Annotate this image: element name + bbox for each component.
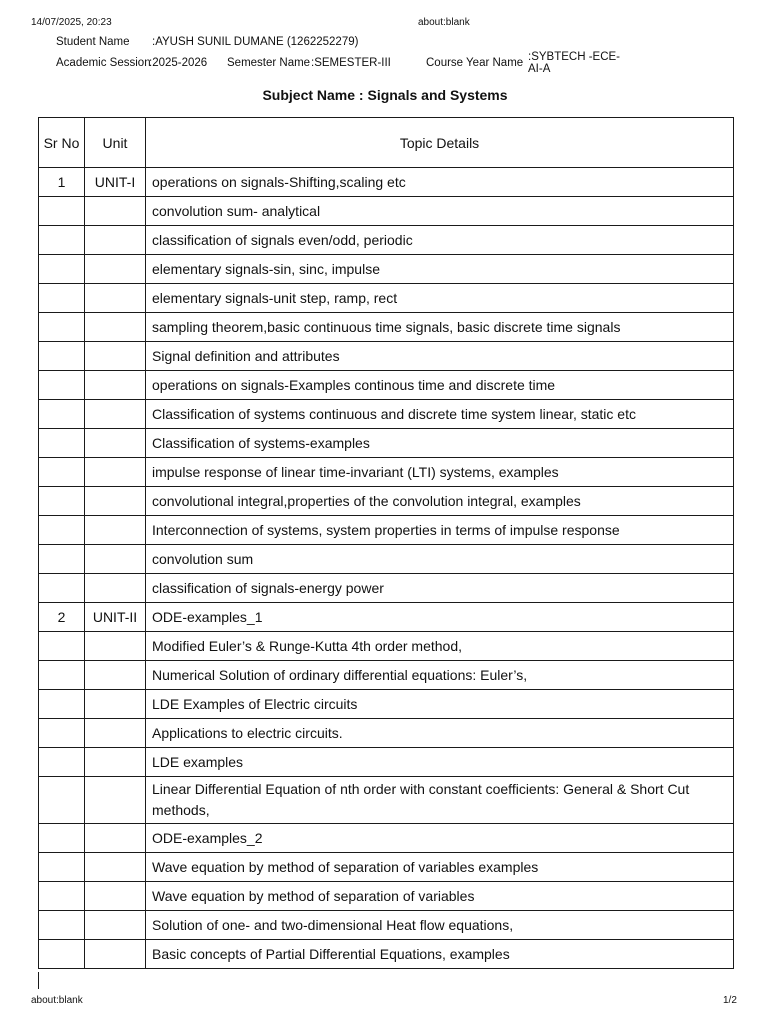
topic-cell: Wave equation by method of separation of variables	[146, 882, 734, 911]
topic-cell: convolution sum- analytical	[146, 197, 734, 226]
topic-cell: Classification of systems continuous and discrete time system linear, static etc	[146, 400, 734, 429]
topic-cell: LDE examples	[146, 748, 734, 777]
course-label: Course Year Name	[426, 57, 524, 69]
semester-value: :SEMESTER-III	[311, 57, 391, 69]
sr-cell	[39, 719, 85, 748]
sr-cell	[39, 574, 85, 603]
course-value: :SYBTECH -ECE-AI-A	[528, 51, 621, 75]
topic-cell: operations on signals-Shifting,scaling etc	[146, 168, 734, 197]
unit-cell	[85, 911, 146, 940]
topic-cell: Modified Euler’s & Runge-Kutta 4th order method,	[146, 632, 734, 661]
sr-cell	[39, 545, 85, 574]
table-row	[39, 574, 734, 603]
unit-cell	[85, 255, 146, 284]
topic-cell: elementary signals-sin, sinc, impulse	[146, 255, 734, 284]
topic-cell: LDE Examples of Electric circuits	[146, 690, 734, 719]
unit-cell	[85, 487, 146, 516]
table-row	[39, 748, 734, 777]
table-row	[39, 632, 734, 661]
sr-cell	[39, 748, 85, 777]
topic-cell: Wave equation by method of separation of variables examples	[146, 853, 734, 882]
sr-cell	[39, 313, 85, 342]
table-row	[39, 690, 734, 719]
student-name-row	[0, 36, 768, 52]
topic-cell: Applications to electric circuits.	[146, 719, 734, 748]
topics-table	[38, 117, 734, 969]
table-row	[39, 940, 734, 969]
unit-cell: UNIT-I	[85, 168, 146, 197]
topic-cell: classification of signals-energy power	[146, 574, 734, 603]
print-date: 14/07/2025, 20:23	[31, 17, 112, 28]
table-row	[39, 603, 734, 632]
sr-cell	[39, 284, 85, 313]
table-row	[39, 882, 734, 911]
topic-cell: Solution of one- and two-dimensional Heat flow equations,	[146, 911, 734, 940]
subject-title-text: Subject Name : Signals and Systems	[262, 87, 508, 103]
topic-cell: convolutional integral,properties of the convolution integral, examples	[146, 487, 734, 516]
topic-cell: Classification of systems-examples	[146, 429, 734, 458]
table-row	[39, 197, 734, 226]
unit-cell	[85, 429, 146, 458]
unit-cell	[85, 458, 146, 487]
table-row	[39, 255, 734, 284]
unit-cell	[85, 690, 146, 719]
print-url-footer: about:blank	[31, 995, 83, 1006]
unit-cell	[85, 777, 146, 824]
table-row	[39, 911, 734, 940]
unit-cell	[85, 545, 146, 574]
topic-cell: operations on signals-Examples continous time and discrete time	[146, 371, 734, 400]
table-row	[39, 313, 734, 342]
sr-cell	[39, 226, 85, 255]
unit-cell	[85, 882, 146, 911]
table-row	[39, 168, 734, 197]
table-row	[39, 342, 734, 371]
semester-label: Semester Name	[227, 57, 311, 69]
unit-cell	[85, 516, 146, 545]
topic-cell: impulse response of linear time-invariant (LTI) systems, examples	[146, 458, 734, 487]
sr-cell	[39, 911, 85, 940]
unit-cell	[85, 632, 146, 661]
topic-cell: Signal definition and attributes	[146, 342, 734, 371]
unit-cell	[85, 824, 146, 853]
subject-title	[0, 87, 768, 103]
session-value: :2025-2026	[149, 57, 208, 69]
sr-cell	[39, 487, 85, 516]
sr-no-header: Sr No	[39, 118, 85, 168]
student-name-label: Student Name	[56, 36, 130, 48]
unit-cell: UNIT-II	[85, 603, 146, 632]
topic-cell: ODE-examples_2	[146, 824, 734, 853]
unit-cell	[85, 940, 146, 969]
unit-cell	[85, 313, 146, 342]
topic-details-header: Topic Details	[146, 118, 734, 168]
table-row	[39, 824, 734, 853]
table-row	[39, 284, 734, 313]
table-row	[39, 516, 734, 545]
print-url-header: about:blank	[418, 17, 470, 28]
sr-cell	[39, 632, 85, 661]
topic-cell: Numerical Solution of ordinary differential equations: Euler’s,	[146, 661, 734, 690]
unit-cell	[85, 748, 146, 777]
topic-cell: sampling theorem,basic continuous time signals, basic discrete time signals	[146, 313, 734, 342]
session-row	[0, 57, 768, 73]
topic-cell: Interconnection of systems, system properties in terms of impulse response	[146, 516, 734, 545]
student-name-value: :AYUSH SUNIL DUMANE (1262252279)	[152, 36, 359, 48]
table-row	[39, 719, 734, 748]
unit-cell	[85, 574, 146, 603]
unit-cell	[85, 400, 146, 429]
topic-cell: convolution sum	[146, 545, 734, 574]
sr-cell	[39, 458, 85, 487]
unit-cell	[85, 197, 146, 226]
topic-cell: classification of signals even/odd, periodic	[146, 226, 734, 255]
session-label: Academic Session	[56, 57, 151, 69]
unit-cell	[85, 371, 146, 400]
unit-cell	[85, 853, 146, 882]
sr-cell	[39, 824, 85, 853]
sr-cell	[39, 197, 85, 226]
unit-cell	[85, 661, 146, 690]
table-row	[39, 458, 734, 487]
sr-cell	[39, 940, 85, 969]
unit-cell	[85, 342, 146, 371]
table-row	[39, 400, 734, 429]
table-header-row	[39, 118, 734, 168]
sr-cell: 2	[39, 603, 85, 632]
table-row	[39, 226, 734, 255]
topic-cell: Linear Differential Equation of nth order with constant coefficients: General & Short Cut methods,	[146, 777, 734, 824]
table-row	[39, 545, 734, 574]
unit-cell	[85, 719, 146, 748]
table-row	[39, 371, 734, 400]
table-row	[39, 661, 734, 690]
sr-cell	[39, 429, 85, 458]
page-break-border	[38, 972, 39, 989]
topic-cell: ODE-examples_1	[146, 603, 734, 632]
sr-cell	[39, 371, 85, 400]
table-row	[39, 429, 734, 458]
sr-cell	[39, 255, 85, 284]
sr-cell	[39, 853, 85, 882]
sr-cell	[39, 661, 85, 690]
sr-cell	[39, 882, 85, 911]
sr-cell	[39, 777, 85, 824]
sr-cell	[39, 690, 85, 719]
table-row	[39, 853, 734, 882]
table-row	[39, 777, 734, 824]
sr-cell	[39, 516, 85, 545]
topic-cell: elementary signals-unit step, ramp, rect	[146, 284, 734, 313]
topics-table-body	[39, 168, 734, 969]
page-number: 1/2	[723, 995, 737, 1006]
sr-cell	[39, 400, 85, 429]
unit-header: Unit	[85, 118, 146, 168]
unit-cell	[85, 284, 146, 313]
unit-cell	[85, 226, 146, 255]
table-row	[39, 487, 734, 516]
sr-cell: 1	[39, 168, 85, 197]
topic-cell: Basic concepts of Partial Differential Equations, examples	[146, 940, 734, 969]
sr-cell	[39, 342, 85, 371]
